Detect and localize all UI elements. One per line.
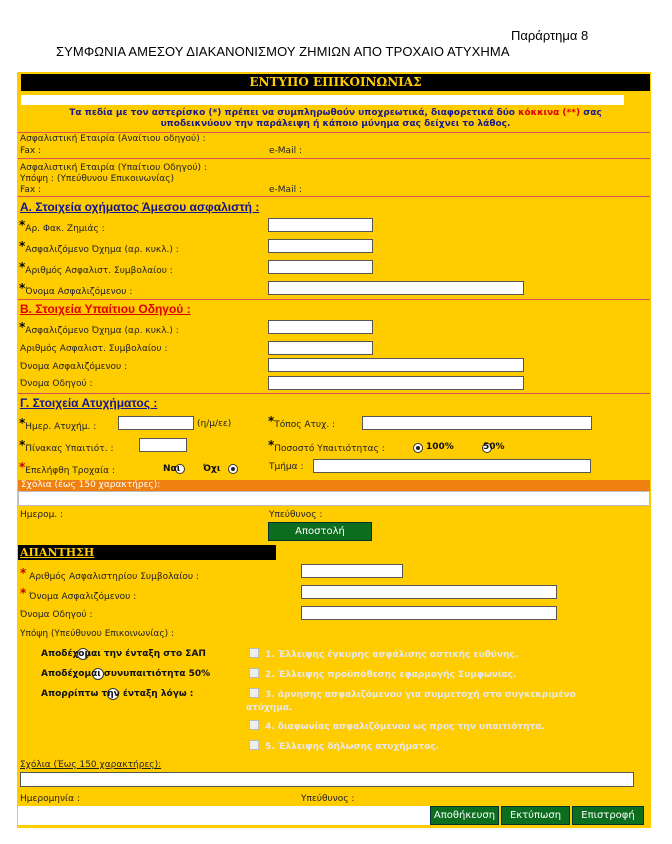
required-asterisk: * bbox=[19, 260, 26, 274]
department-label: Τμήμα : bbox=[269, 462, 304, 472]
reply-insured-row bbox=[20, 588, 136, 602]
responsible-label: Υπεύθυνος : bbox=[269, 510, 323, 520]
required-asterisk: * bbox=[19, 281, 26, 295]
vehicle-a-label: Ασφαλιζόμενο Όχημα (αρ. κυκλ.) : bbox=[25, 245, 179, 255]
fault-pct-label: Ποσοστό Υπαιτιότητας : bbox=[274, 444, 385, 454]
place-row bbox=[268, 416, 335, 430]
reply-title: ΑΠΑΝΤΗΣΗ bbox=[18, 545, 276, 560]
reply-policy-label: Αριθμός Ασφαλιστηρίου Συμβολαίου : bbox=[29, 572, 199, 582]
reply-comments-input[interactable] bbox=[20, 772, 634, 787]
date-label: Ημερ. Ατυχήμ. : bbox=[25, 422, 97, 432]
reason-2-checkbox[interactable] bbox=[249, 668, 259, 678]
divider bbox=[18, 158, 650, 159]
fax-label-1: Fax : bbox=[20, 146, 42, 156]
vehicle-a-row bbox=[19, 241, 179, 255]
fault-row bbox=[268, 440, 385, 454]
insurer-guiltless-label: Ασφαλιστική Εταιρία (Αναίτιου οδηγού) : bbox=[20, 134, 206, 144]
reason-3-label: 3. άρνησης ασφαλιζόμενου για συμμετοχή στο συγκεκριμένο bbox=[265, 690, 576, 700]
police-no-label: Όχι bbox=[203, 464, 221, 474]
accept-sap-label: Αποδέχομαι την ένταξη στο ΣΑΠ bbox=[41, 649, 206, 659]
reason-3-checkbox[interactable] bbox=[249, 688, 259, 698]
policy-b-label: Αριθμός Ασφαλιστ. Συμβολαίου : bbox=[20, 344, 168, 354]
insured-b-label: Όνομα Ασφαλιζόμενου : bbox=[20, 362, 128, 372]
reason-5-label: 5. Έλλειψης δήλωσης ατυχήματος. bbox=[265, 742, 440, 752]
table-no-input[interactable] bbox=[139, 438, 187, 452]
policy-b-input[interactable] bbox=[268, 341, 373, 355]
reply-policy-input[interactable] bbox=[301, 564, 403, 578]
vehicle-b-label: Ασφαλιζόμενο Όχημα (αρ. κυκλ.) : bbox=[25, 326, 179, 336]
reject-label: Απορρίπτω την ένταξη λόγω : bbox=[41, 689, 194, 699]
note-red-text: κόκκινα (**) bbox=[518, 108, 581, 118]
divider bbox=[18, 196, 650, 197]
file-no-row bbox=[19, 220, 105, 234]
reply-insured-input[interactable] bbox=[301, 585, 557, 599]
policy-a-row bbox=[19, 262, 173, 276]
required-asterisk: * bbox=[19, 239, 26, 253]
accept-50-label: Αποδέχομαι συνυπαιτιότητα 50% bbox=[41, 669, 211, 679]
table-row-c bbox=[19, 440, 113, 454]
department-input[interactable] bbox=[313, 459, 591, 473]
page-title: ΣΥΜΦΩΝΙΑ ΑΜΕΣΟΥ ΔΙΑΚΑΝΟΝΙΣΜΟΥ ΖΗΜΙΩΝ ΑΠΟ ΤΡΟΧΑΙΟ ΑΤΥΧΗΜΑ bbox=[56, 44, 510, 59]
file-no-input[interactable] bbox=[268, 218, 373, 232]
fax-label-2: Fax : bbox=[20, 185, 42, 195]
reason-1-label: 1. Έλλειψης έγκυρης ασφάλισης αστικής ευθύνης. bbox=[265, 650, 519, 660]
required-asterisk: * bbox=[20, 566, 27, 580]
police-label: Επελήφθη Τροχαία : bbox=[25, 466, 116, 476]
fault-50-label: 50% bbox=[483, 442, 505, 452]
reply-policy-row bbox=[20, 568, 199, 582]
divider bbox=[18, 299, 650, 300]
section-b-title: Β. Στοιχεία Υπαίτιου Οδηγού : bbox=[20, 302, 191, 316]
reason-5-checkbox[interactable] bbox=[249, 740, 259, 750]
insured-a-input[interactable] bbox=[268, 281, 524, 295]
email-label-2: e-Mail : bbox=[269, 185, 302, 195]
note-text-3: υποδεικνύουν την παράλειψη ή κάποιο μύνημα σας δείχνει το λάθος. bbox=[160, 119, 511, 129]
policy-a-label: Αριθμός Ασφαλιστ. Συμβολαίου : bbox=[25, 266, 173, 276]
required-note bbox=[21, 108, 650, 130]
reason-4-label: 4. διαφωνίας ασφαλιζόμενου ως προς την υπαιτιότητα. bbox=[265, 722, 545, 732]
police-yes-label: Ναι bbox=[163, 464, 181, 474]
vehicle-b-row bbox=[19, 322, 179, 336]
accident-place-input[interactable] bbox=[362, 416, 592, 430]
required-asterisk: * bbox=[268, 438, 275, 452]
insured-a-label: Όνομα Ασφαλιζόμενου : bbox=[25, 287, 133, 297]
note-text-2: σας bbox=[580, 108, 602, 118]
reply-driver-input[interactable] bbox=[301, 606, 557, 620]
required-asterisk: * bbox=[19, 218, 26, 232]
driver-b-label: Όνομα Οδηγού : bbox=[20, 379, 93, 389]
date-sig-label: Ημερομ. : bbox=[20, 510, 64, 520]
email-label-1: e-Mail : bbox=[269, 146, 302, 156]
required-asterisk: * bbox=[19, 416, 26, 430]
comments-header: Σχόλια (έως 150 χαρακτήρες): bbox=[18, 480, 650, 491]
reply-insured-label: Όνομα Ασφαλιζόμενου : bbox=[29, 592, 137, 602]
date-format-hint: (η/μ/εε) bbox=[197, 419, 232, 429]
white-strip bbox=[21, 95, 624, 105]
section-c-title: Γ. Στοιχεία Ατυχήματος : bbox=[20, 396, 158, 410]
policy-a-input[interactable] bbox=[268, 260, 373, 274]
reply-driver-label: Όνομα Οδηγού : bbox=[20, 610, 93, 620]
police-no-radio[interactable] bbox=[228, 464, 238, 474]
form-title: ΕΝΤΥΠΟ ΕΠΙΚΟΙΝΩΝΙΑΣ bbox=[21, 74, 650, 91]
reason-3-label-cont: ατύχημα. bbox=[246, 703, 293, 713]
place-label: Τόπος Ατυχ. : bbox=[274, 420, 336, 430]
reason-2-label: 2. Έλλειψης προϋπόθεσης εφαρμογής Συμφωνίας. bbox=[265, 670, 517, 680]
required-asterisk: * bbox=[19, 460, 26, 474]
accident-date-input[interactable] bbox=[118, 416, 194, 430]
police-row bbox=[19, 462, 115, 476]
send-button[interactable]: Αποστολή bbox=[268, 522, 372, 541]
reply-date-label: Ημερομηνία : bbox=[20, 794, 80, 804]
divider bbox=[18, 393, 650, 394]
section-a-title: Α. Στοιχεία οχήματος Άμεσου ασφαλιστή : bbox=[20, 200, 260, 214]
insurer-culprit-label: Ασφαλιστική Εταιρία (Υπαίτιου Οδηγού) : bbox=[20, 163, 207, 173]
insured-a-row bbox=[19, 283, 132, 297]
table-no-label: Πίνακας Υπαιτιότ. : bbox=[25, 444, 114, 454]
file-no-label: Αρ. Φακ. Ζημιάς : bbox=[25, 224, 105, 234]
reason-4-checkbox[interactable] bbox=[249, 720, 259, 730]
save-button[interactable]: Αποθήκευση bbox=[430, 806, 499, 825]
attention-label: Υπόψη : (Υπεύθυνου Επικοινωνίας) bbox=[20, 174, 175, 184]
vehicle-b-input[interactable] bbox=[268, 320, 373, 334]
required-asterisk: * bbox=[268, 414, 275, 428]
fault-100-radio[interactable] bbox=[413, 443, 423, 453]
print-button[interactable]: Εκτύπωση bbox=[501, 806, 570, 825]
reply-attention-label: Υπόψη (Υπεύθυνου Επικοινωνίας) : bbox=[20, 629, 175, 639]
comments-input[interactable] bbox=[18, 491, 650, 506]
vehicle-a-input[interactable] bbox=[268, 239, 373, 253]
annex-label: Παράρτημα 8 bbox=[511, 28, 589, 43]
insured-b-input[interactable] bbox=[268, 358, 524, 372]
required-asterisk: * bbox=[19, 320, 26, 334]
required-asterisk: * bbox=[19, 438, 26, 452]
reason-1-checkbox[interactable] bbox=[249, 648, 259, 658]
required-asterisk: * bbox=[20, 586, 27, 600]
note-text-1: Τα πεδία με τον αστερίσκο (*) πρέπει να συμπληρωθούν υποχρεωτικά, διαφορετικά δύο bbox=[69, 108, 519, 118]
fault-100-label: 100% bbox=[426, 442, 454, 452]
driver-b-input[interactable] bbox=[268, 376, 524, 390]
date-row bbox=[19, 418, 96, 432]
divider bbox=[18, 132, 650, 133]
reply-responsible-label: Υπεύθυνος : bbox=[301, 794, 355, 804]
reply-comments-label: Σχόλια (Έως 150 χαρακτήρες): bbox=[20, 760, 162, 770]
back-button[interactable]: Επιστροφή bbox=[572, 806, 644, 825]
bottom-strip bbox=[18, 806, 430, 825]
